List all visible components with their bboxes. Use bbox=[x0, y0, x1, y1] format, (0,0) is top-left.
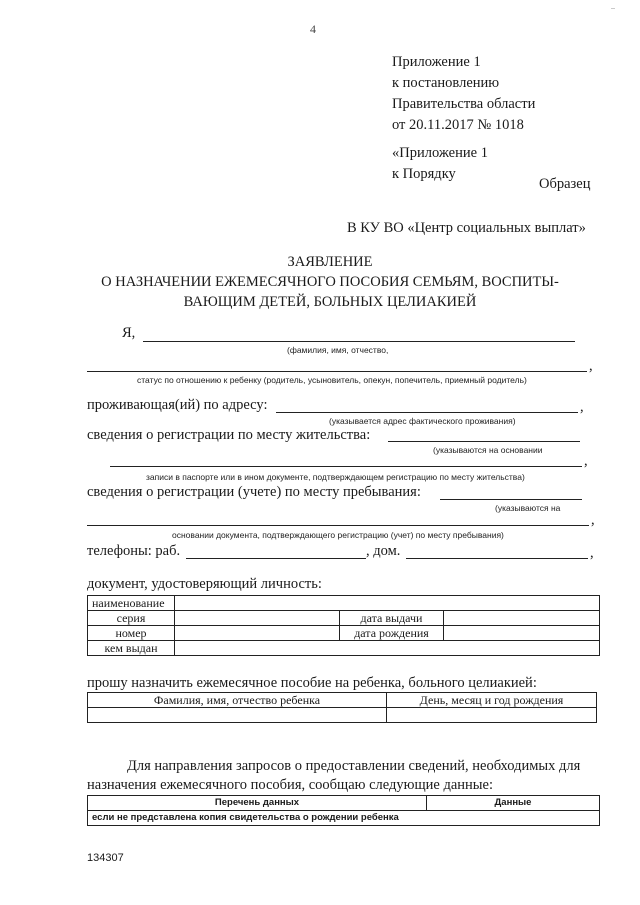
table-row bbox=[88, 641, 600, 656]
procedure-appendix-line-1: «Приложение 1 bbox=[392, 145, 488, 161]
address-label: проживающая(ий) по адресу: bbox=[87, 397, 268, 413]
table-row bbox=[88, 811, 600, 826]
address-field[interactable] bbox=[276, 412, 578, 413]
stay-field[interactable] bbox=[440, 499, 582, 500]
id-number-value[interactable] bbox=[175, 626, 340, 641]
id-birth-date-value[interactable] bbox=[444, 626, 600, 641]
stay-field-2[interactable] bbox=[87, 525, 589, 526]
child-table bbox=[87, 692, 597, 723]
registration-field[interactable] bbox=[388, 441, 580, 442]
child-name-header: Фамилия, имя, отчество ребенка bbox=[88, 693, 387, 708]
info-paragraph: Для направления запросов о предоставлении сведений, необходимых для назначения ежемесячного пособия, сообщаю следующие данные: bbox=[87, 758, 581, 793]
stay-caption: (указываются на bbox=[495, 503, 561, 513]
procedure-appendix-block bbox=[392, 143, 488, 185]
registration-caption-2: записи в паспорте или в ином документе, подтверждающем регистрацию по месту жительства) bbox=[146, 472, 525, 482]
registration-comma: , bbox=[584, 453, 588, 469]
stay-comma: , bbox=[591, 512, 595, 528]
ya-label: Я, bbox=[122, 325, 136, 341]
data-list-header: Перечень данных bbox=[88, 796, 427, 811]
id-birth-date-label: дата рождения bbox=[340, 626, 444, 641]
status-field[interactable] bbox=[87, 371, 587, 372]
id-issue-date-value[interactable] bbox=[444, 611, 600, 626]
full-name-field[interactable] bbox=[143, 341, 575, 342]
footer-code: 134307 bbox=[87, 852, 124, 864]
title-line-3: ВАЮЩИМ ДЕТЕЙ, БОЛЬНЫХ ЦЕЛИАКИЕЙ bbox=[183, 294, 477, 310]
id-document-heading: документ, удостоверяющий личность: bbox=[87, 576, 322, 592]
child-name-value[interactable] bbox=[88, 708, 387, 723]
title-line-2: О НАЗНАЧЕНИИ ЕЖЕМЕСЯЧНОГО ПОСОБИЯ СЕМЬЯМ, ВОСПИТЫ- bbox=[101, 274, 559, 290]
stay-caption-2: основании документа, подтверждающего регистрацию (учет) по месту пребывания) bbox=[172, 530, 504, 540]
table-row bbox=[88, 796, 600, 811]
table-row bbox=[88, 596, 600, 611]
table-row bbox=[88, 708, 597, 723]
id-number-label: номер bbox=[88, 626, 175, 641]
home-phone-label: , дом. bbox=[366, 543, 401, 559]
appendix-line-2: к постановлению bbox=[392, 75, 500, 91]
page-number: 4 bbox=[310, 22, 316, 36]
appendix-block bbox=[392, 52, 535, 136]
id-name-label: наименование bbox=[88, 596, 175, 611]
stay-label: сведения о регистрации (учете) по месту пребывания: bbox=[87, 484, 421, 500]
data-table bbox=[87, 795, 600, 826]
appendix-line-4: от 20.11.2017 № 1018 bbox=[392, 117, 524, 133]
appendix-line-1: Приложение 1 bbox=[392, 54, 481, 70]
registration-label: сведения о регистрации по месту жительства: bbox=[87, 427, 371, 443]
work-phone-field[interactable] bbox=[186, 558, 366, 559]
status-caption: статус по отношению к ребенку (родитель, усыновитель, опекун, попечитель, приемный родитель) bbox=[137, 375, 527, 385]
phones-comma: , bbox=[590, 545, 594, 561]
status-comma: , bbox=[589, 358, 593, 374]
procedure-appendix-line-2: к Порядку bbox=[392, 166, 456, 182]
data-value-header: Данные bbox=[427, 796, 600, 811]
child-birth-header: День, месяц и год рождения bbox=[387, 693, 597, 708]
table-row bbox=[88, 693, 597, 708]
sample-label: Образец bbox=[539, 176, 591, 192]
child-birth-value[interactable] bbox=[387, 708, 597, 723]
id-issue-date-label: дата выдачи bbox=[340, 611, 444, 626]
registration-field-2[interactable] bbox=[110, 466, 582, 467]
data-row-birth-certificate: если не представлена копия свидетельства о рождении ребенка bbox=[88, 811, 600, 826]
address-caption: (указывается адрес фактического проживания) bbox=[329, 416, 516, 426]
addressee: В КУ ВО «Центр социальных выплат» bbox=[347, 220, 586, 236]
table-row bbox=[88, 611, 600, 626]
registration-caption: (указываются на основании bbox=[433, 445, 543, 455]
phones-label: телефоны: раб. bbox=[87, 543, 181, 559]
id-issued-by-label: кем выдан bbox=[88, 641, 175, 656]
corner-mark: .. bbox=[611, 2, 615, 11]
request-text: прошу назначить ежемесячное пособие на ребенка, больного целиакией: bbox=[87, 675, 537, 691]
id-series-value[interactable] bbox=[175, 611, 340, 626]
id-issued-by-value[interactable] bbox=[175, 641, 600, 656]
full-name-caption: (фамилия, имя, отчество, bbox=[287, 345, 389, 355]
id-document-table bbox=[87, 595, 600, 656]
id-series-label: серия bbox=[88, 611, 175, 626]
table-row bbox=[88, 626, 600, 641]
address-comma: , bbox=[580, 399, 584, 415]
id-name-value[interactable] bbox=[175, 596, 600, 611]
appendix-line-3: Правительства области bbox=[392, 96, 536, 112]
title-line-1: ЗАЯВЛЕНИЕ bbox=[287, 254, 373, 270]
document-title bbox=[60, 252, 600, 312]
home-phone-field[interactable] bbox=[406, 558, 588, 559]
